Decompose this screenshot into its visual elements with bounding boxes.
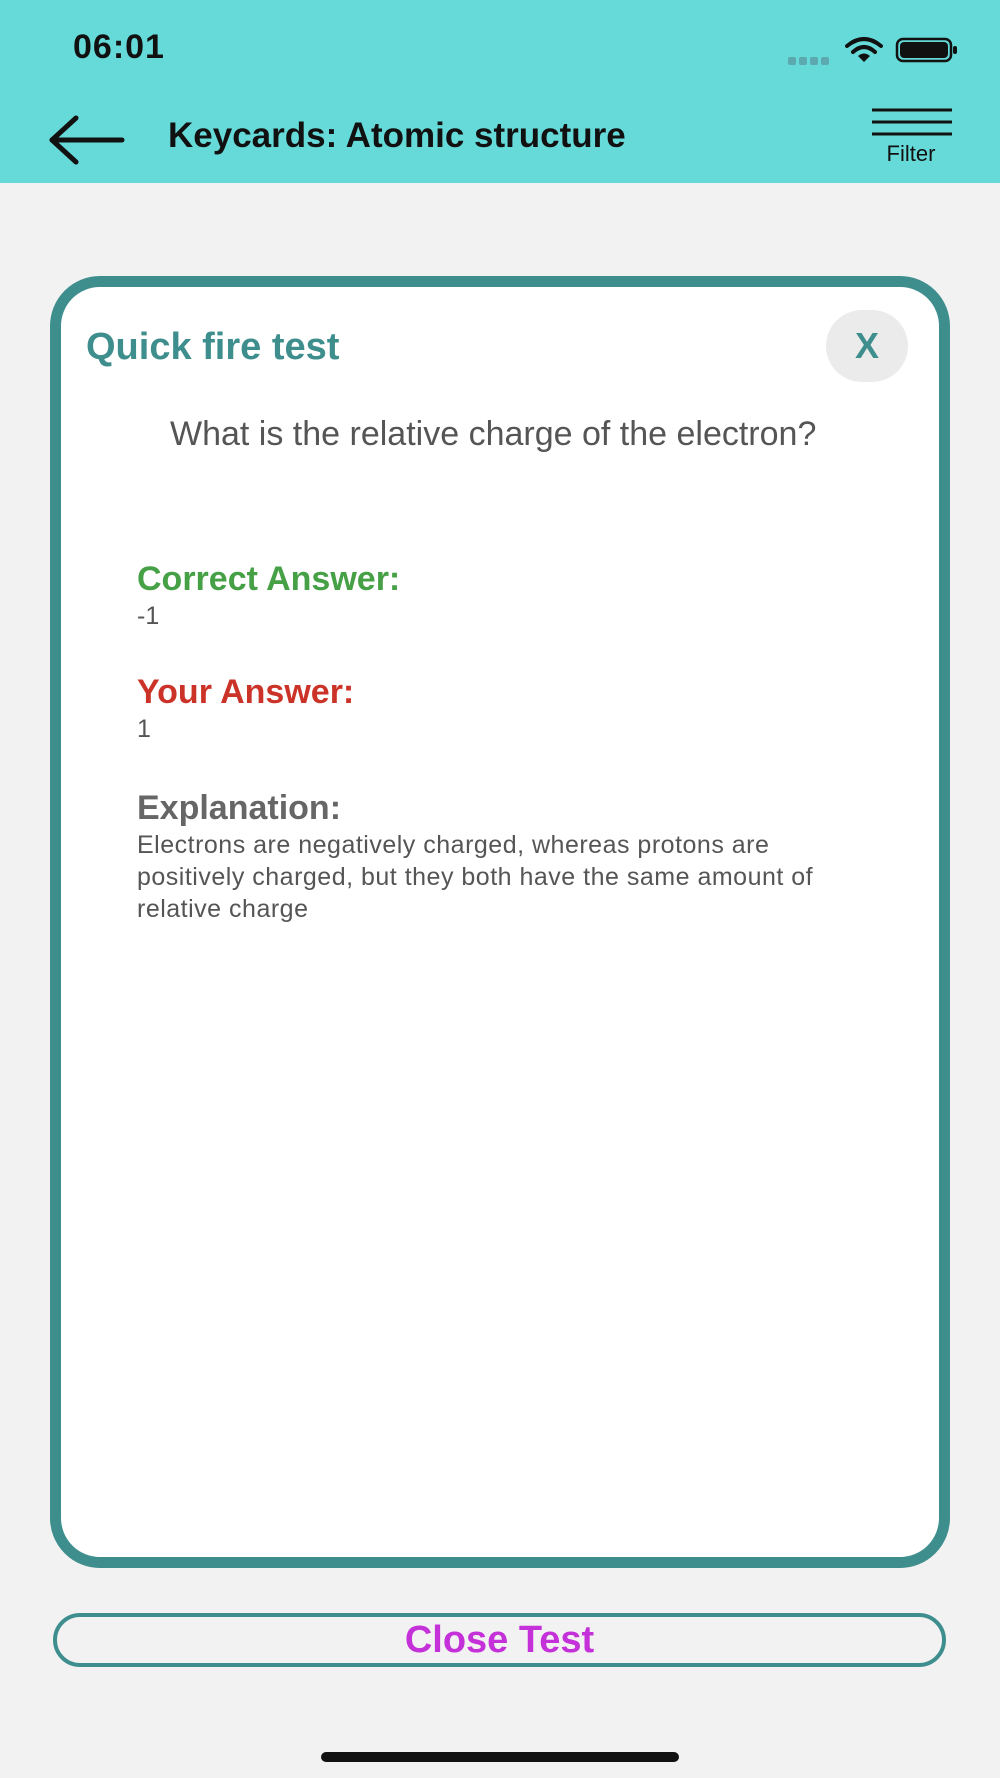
your-answer-value: 1 — [137, 715, 151, 743]
hamburger-lines-icon — [872, 108, 952, 138]
correct-answer-label: Correct Answer: — [137, 560, 401, 598]
close-card-button[interactable]: X — [826, 310, 908, 382]
signal-dots-icon — [788, 52, 836, 62]
battery-icon — [895, 36, 959, 64]
card-title: Quick fire test — [86, 326, 340, 368]
correct-answer-value: -1 — [137, 602, 160, 630]
back-button[interactable] — [46, 112, 128, 168]
wifi-icon — [845, 36, 883, 64]
filter-button[interactable] — [868, 106, 954, 170]
your-answer-label: Your Answer: — [137, 673, 355, 711]
explanation-label: Explanation: — [137, 789, 342, 827]
status-time: 06:01 — [73, 28, 165, 66]
arrow-left-icon — [46, 112, 128, 168]
page-title: Keycards: Atomic structure — [168, 116, 626, 155]
explanation-text: Electrons are negatively charged, whereas protons are positively charged, but they both have the same amount of relative charge — [137, 831, 814, 923]
question-text: What is the relative charge of the electron? — [170, 415, 817, 453]
close-test-button[interactable]: Close Test — [53, 1613, 946, 1667]
home-indicator[interactable] — [321, 1752, 679, 1762]
filter-label: Filter — [886, 141, 936, 166]
app-header — [0, 0, 1000, 183]
